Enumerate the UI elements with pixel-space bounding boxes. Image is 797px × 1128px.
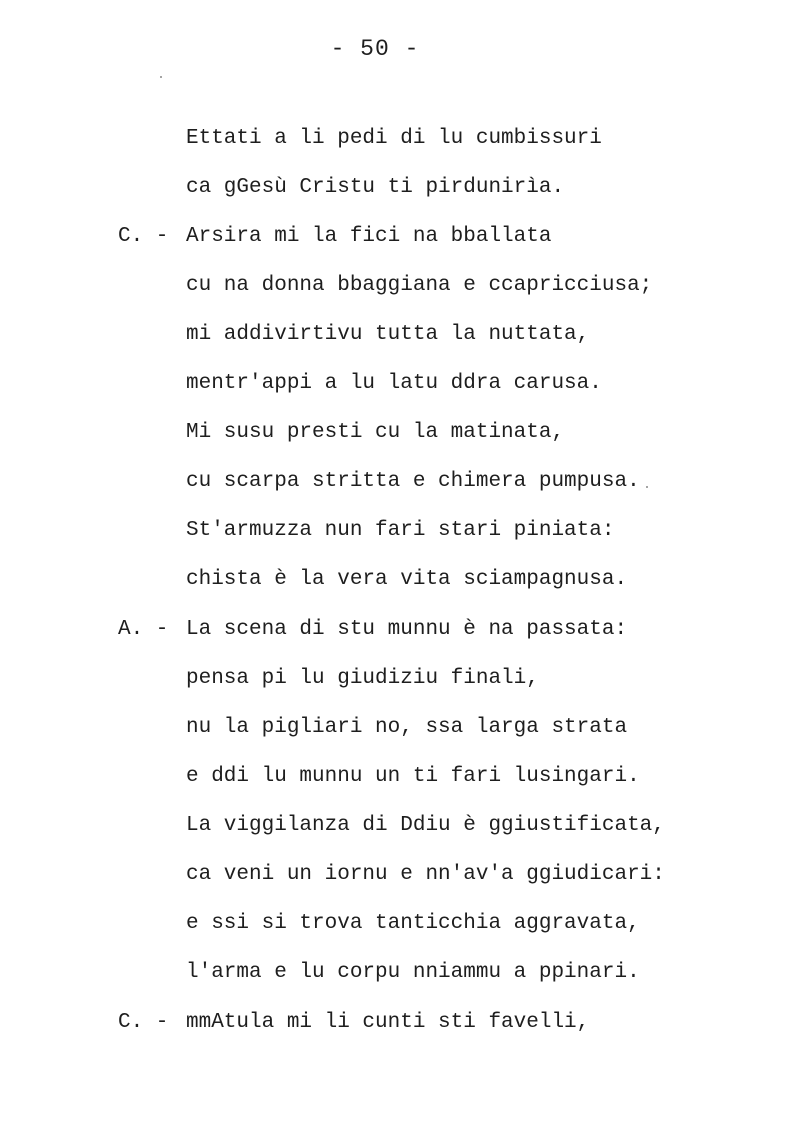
verse-text: Arsira mi la fici na bballata	[186, 225, 552, 248]
verse-text: l'arma e lu corpu nniammu a ppinari.	[186, 961, 640, 984]
verse-text: mi addivirtivu tutta la nuttata,	[186, 323, 590, 346]
verse-line	[0, 467, 797, 497]
verse-line	[0, 369, 797, 399]
verse-line	[0, 762, 797, 792]
verse-line	[0, 664, 797, 694]
verse-text: Ettati a li pedi di lu cumbissuri	[186, 127, 602, 150]
verse-text: La viggilanza di Ddiu è ggiustificata,	[186, 814, 665, 837]
scan-speck	[646, 486, 648, 488]
verse-line	[0, 222, 797, 252]
verse-line	[0, 958, 797, 988]
speaker-label: A. -	[118, 618, 169, 641]
verse-text: e ssi si trova tanticchia aggravata,	[186, 912, 640, 935]
verse-text: Mi susu presti cu la matinata,	[186, 421, 565, 444]
verse-text: cu scarpa stritta e chimera pumpusa.	[186, 470, 640, 493]
verse-line	[0, 909, 797, 939]
verse-text: cu na donna bbaggiana e ccapricciusa;	[186, 274, 653, 297]
verse-text: pensa pi lu giudiziu finali,	[186, 667, 539, 690]
verse-text: chista è la vera vita sciampagnusa.	[186, 568, 628, 591]
verse-line	[0, 320, 797, 350]
speaker-label: C. -	[118, 1011, 169, 1034]
verse-text: e ddi lu munnu un ti fari lusingari.	[186, 765, 640, 788]
verse-line	[0, 565, 797, 595]
verse-line	[0, 860, 797, 890]
verse-text: mmAtula mi li cunti sti favelli,	[186, 1011, 590, 1034]
verse-line	[0, 516, 797, 546]
verse-line	[0, 271, 797, 301]
verse-line	[0, 713, 797, 743]
verse-line	[0, 124, 797, 154]
verse-line	[0, 1008, 797, 1038]
verse-text: La scena di stu munnu è na passata:	[186, 618, 628, 641]
speaker-label: C. -	[118, 225, 169, 248]
verse-line	[0, 811, 797, 841]
verse-text: St'armuzza nun fari stari piniata:	[186, 519, 615, 542]
verse-text: mentr'appi a lu latu ddra carusa.	[186, 372, 602, 395]
verse-line	[0, 418, 797, 448]
verse-text: ca veni un iornu e nn'av'a ggiudicari:	[186, 863, 665, 886]
verse-text: nu la pigliari no, ssa larga strata	[186, 716, 628, 739]
verse-line	[0, 615, 797, 645]
page-number: - 50 -	[330, 36, 420, 62]
scan-speck	[160, 76, 162, 78]
verse-line	[0, 173, 797, 203]
verse-text: ca gGesù Cristu ti pirdunirìa.	[186, 176, 565, 199]
